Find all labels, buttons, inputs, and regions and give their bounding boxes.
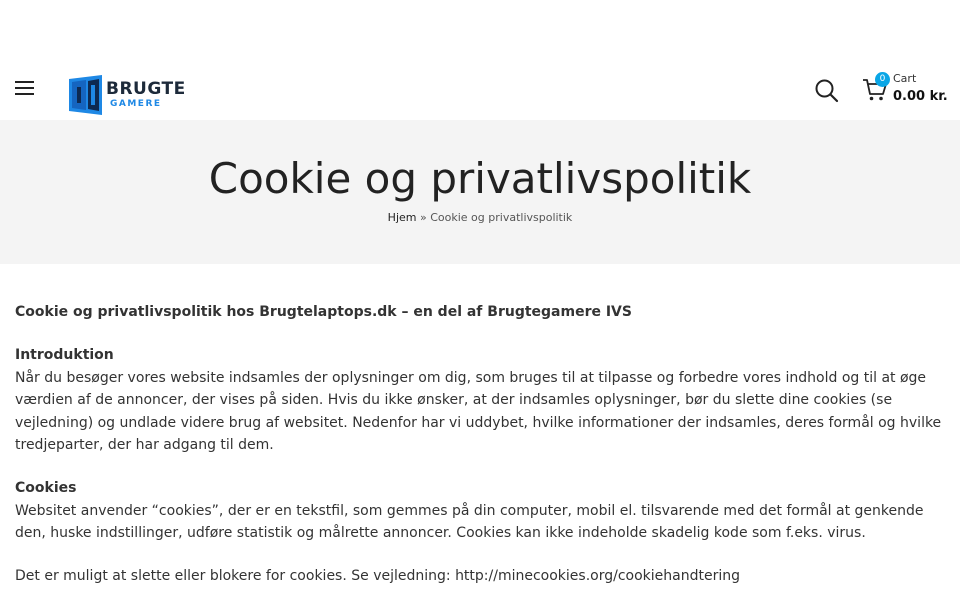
section-text-cookies: Websitet anvender “cookies”, der er en tekstfil, som gemmes på din computer, mobil el. tilsvarende med det formål at genkende den, huske indstillinger, udføre statistik og målrette annoncer. Cookies kan ikke indeholde skadelig kode som f.eks. virus. xyxy=(15,502,924,541)
cart-count-badge: 0 xyxy=(875,72,890,87)
cart-label: Cart xyxy=(893,72,917,85)
delete-cookies-text: Det er muligt at slette eller blokere for cookies. Se vejledning: http://minecookies.org/cookiehandtering xyxy=(15,568,740,584)
section-text-introduktion: Når du besøger vores website indsamles der oplysninger om dig, som bruges til at tilpasse og forbedre vores indhold og til at øge værdien af de annoncer, der vises på siden. Hvis du ikke ønsker, at der indsamles oplysninger, bør du slette dine cookies (se vejledning) og undlade videre brug af websitet. Nedenfor har vi uddybet, hvilke informationer der indsamles, deres formål og hvilke tredjeparter, der har adgang til dem. xyxy=(15,369,942,453)
site-header xyxy=(0,62,960,120)
page-title-band xyxy=(0,120,960,264)
logo-mark-icon xyxy=(68,73,104,117)
search-icon[interactable] xyxy=(814,78,840,104)
menu-icon[interactable] xyxy=(15,79,35,97)
intro-heading: Cookie og privatlivspolitik hos Brugtelaptops.dk – en del af Brugtegamere IVS xyxy=(15,304,632,320)
breadcrumb-separator: » xyxy=(419,211,427,224)
cart-total: 0.00 kr. xyxy=(893,89,948,104)
logo-subtext: GAMERE xyxy=(110,99,162,109)
section-heading-cookies: Cookies xyxy=(15,480,77,496)
cart-button[interactable] xyxy=(862,71,952,111)
page-title: Cookie og privatlivspolitik xyxy=(208,154,752,203)
breadcrumb xyxy=(0,211,960,224)
site-logo[interactable] xyxy=(68,73,186,117)
breadcrumb-current: Cookie og privatlivspolitik xyxy=(430,211,573,224)
breadcrumb-home-link[interactable]: Hjem xyxy=(387,211,417,224)
page-content xyxy=(15,301,950,608)
logo-text: BRUGTE xyxy=(106,79,186,99)
section-heading-introduktion: Introduktion xyxy=(15,347,114,363)
